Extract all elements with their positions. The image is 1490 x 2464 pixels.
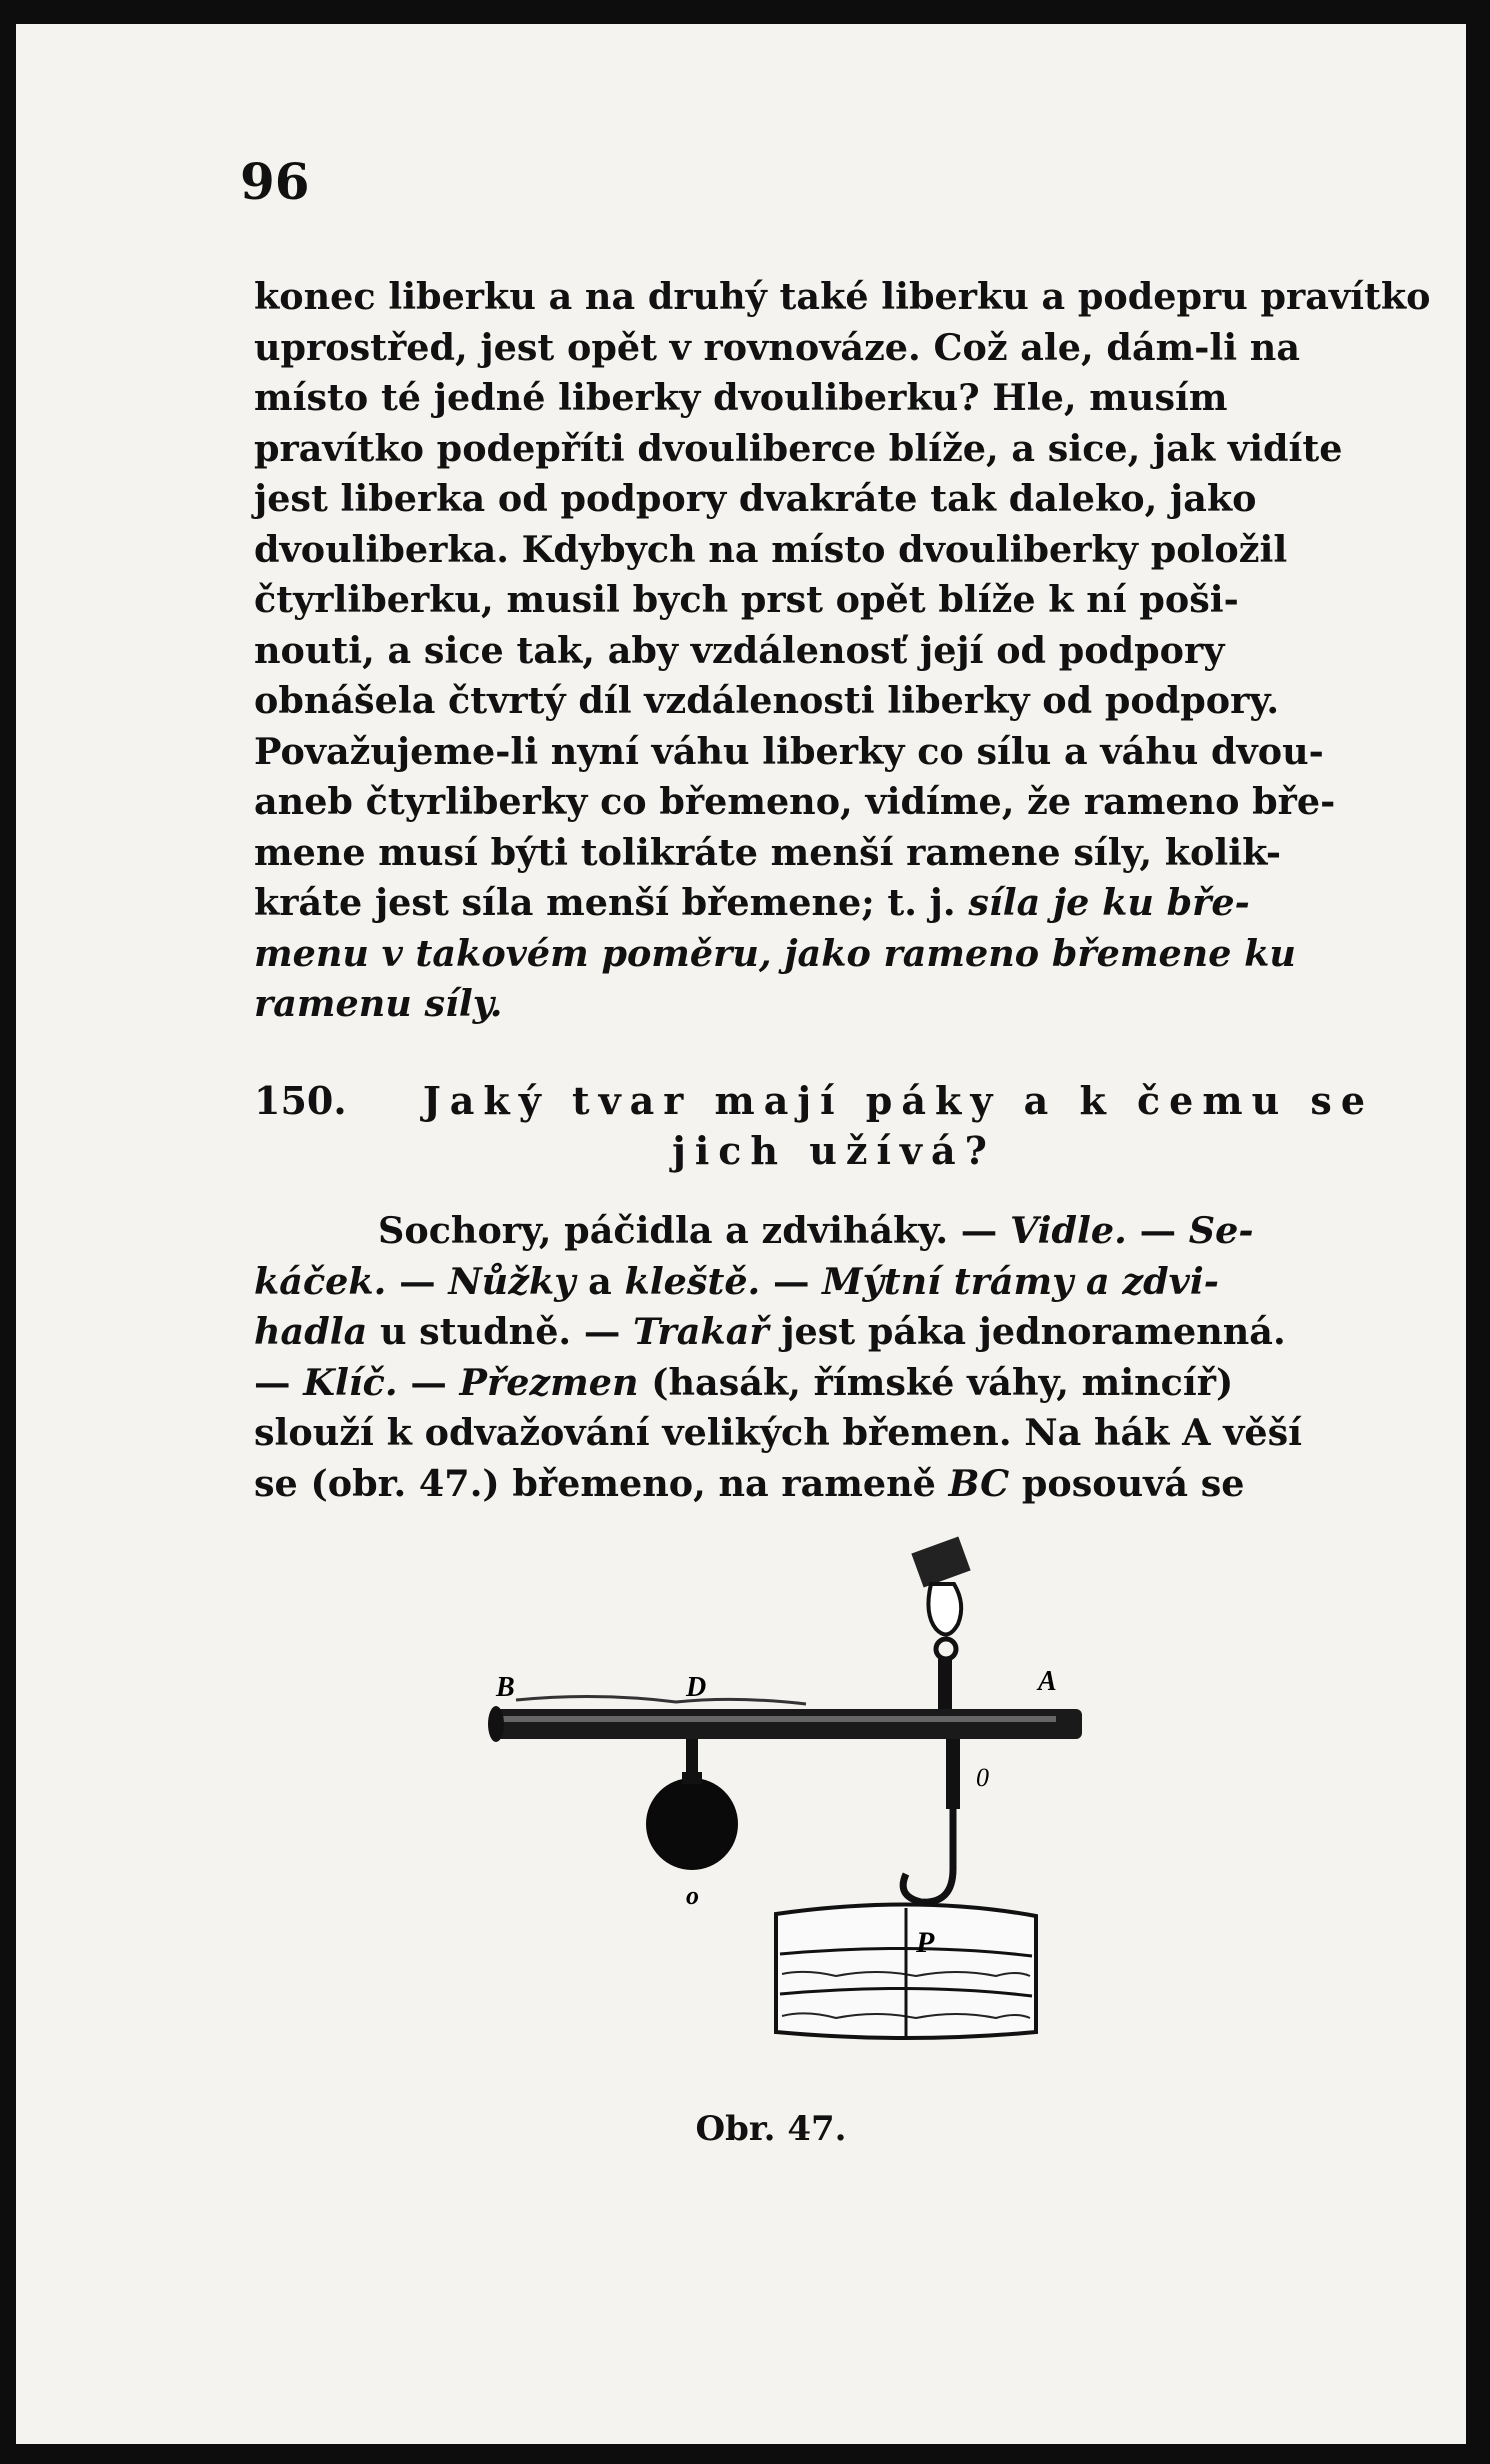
italic-segment: Klíč. — [303, 1360, 398, 1404]
italic-segment: kleště. — [624, 1259, 761, 1303]
text-segment: Sochory, páčidla a zdviháky. — — [378, 1209, 1010, 1252]
heading-line-2: jich užívá? — [672, 1128, 996, 1173]
text-segment: (hasák, římské váhy, mincíř) — [638, 1360, 1234, 1404]
text-segment: posouvá se — [1009, 1461, 1245, 1505]
italic-segment: síla je ku bře- — [968, 881, 1250, 924]
text-line — [254, 878, 1374, 929]
text-line: jest liberka od podpory dvakráte tak daleko, jako — [254, 477, 1257, 520]
text-segment: u studně. — — [367, 1310, 634, 1353]
text-line: pravítko podepříti dvouliberce blíže, a sice, jak vidíte — [254, 426, 1343, 470]
text-line: slouží k odvažování velikých břemen. Na hák A věší — [254, 1411, 1303, 1454]
italic-segment: hadla — [254, 1310, 368, 1353]
text-segment: — — [254, 1360, 304, 1404]
text-segment: — — [386, 1259, 449, 1303]
text-segment: jest páka jednoramenná. — [768, 1310, 1286, 1353]
text-line: mene musí býti tolikráte menší ramene síly, kolik- — [254, 830, 1282, 874]
section-number: 150. — [254, 1078, 347, 1123]
italic-segment: Nůžky — [448, 1259, 576, 1303]
text-line: dvouliberka. Kdybych na místo dvouliberky položil — [254, 527, 1288, 571]
text-line — [254, 979, 1374, 1030]
italic-segment: ramenu síly. — [254, 982, 503, 1025]
text-line: obnášela čtvrtý díl vzdálenosti liberky od podpory. — [254, 679, 1280, 722]
text-line: nouti, a sice tak, aby vzdálenosť její od podpory — [254, 628, 1225, 672]
text-segment: — — [1126, 1209, 1189, 1252]
label-a: A — [1038, 1666, 1057, 1697]
text-line: čtyrliberku, musil bych prst opět blíže k ní poši- — [254, 578, 1239, 621]
label-o-left: o — [686, 1881, 699, 1910]
label-b: B — [496, 1672, 515, 1703]
italic-segment: Trakař — [633, 1310, 769, 1353]
italic-segment: káček. — [254, 1259, 387, 1303]
text-line — [254, 1307, 1374, 1358]
figure-caption: Obr. 47. — [695, 2109, 847, 2149]
load-hook-icon — [903, 1739, 960, 1902]
text-line: Považujeme-li nyní váhu liberky co sílu a váhu dvou- — [254, 729, 1324, 773]
paragraph-1 — [254, 272, 1431, 1030]
text-line: aneb čtyrliberky co břemeno, vidíme, že rameno bře- — [254, 780, 1336, 823]
text-line: místo té jedné liberky dvouliberku? Hle, musím — [254, 376, 1228, 419]
steelyard-illustration — [476, 1524, 1136, 2164]
text-segment: kráte jest síla menší břemene; t. j. — [254, 881, 969, 924]
beam-icon — [488, 1696, 1082, 1742]
text-line — [254, 1257, 1374, 1308]
text-segment: a — [575, 1259, 625, 1303]
label-d: D — [686, 1672, 707, 1703]
sliding-weight-icon — [646, 1739, 738, 1870]
italic-segment: Mýtní trámy a zdvi- — [822, 1259, 1219, 1303]
italic-segment: Se- — [1188, 1209, 1254, 1252]
heading-line-1 — [254, 1076, 1374, 1126]
text-segment: — — [397, 1360, 460, 1404]
italic-segment: menu v takovém poměru, jako rameno břemene ku — [254, 931, 1296, 975]
bundle-load-icon — [776, 1904, 1036, 2038]
text-segment: — — [760, 1259, 823, 1303]
label-p: P — [916, 1926, 935, 1959]
text-line: konec liberku a na druhý také liberku a podepru pravítko — [254, 275, 1431, 318]
hanging-hook-icon — [911, 1537, 970, 1714]
paragraph-2 — [254, 1206, 1374, 1509]
text-segment: se (obr. 47.) břemeno, na rameně — [254, 1461, 949, 1505]
text-line — [254, 929, 1374, 980]
text-line: uprostřed, jest opět v rovnováze. Což ale, dám-li na — [254, 325, 1300, 369]
book-page — [16, 24, 1466, 2444]
label-o-right: 0 — [976, 1763, 989, 1792]
text-line — [254, 1206, 1374, 1257]
text-line — [254, 1358, 1374, 1409]
heading-text: Jaký tvar mají páky a k čemu se — [422, 1078, 1374, 1123]
italic-segment: BC — [948, 1461, 1010, 1505]
italic-segment: Vidle. — [1009, 1209, 1127, 1252]
page-number: 96 — [240, 152, 310, 211]
text-line — [254, 1459, 1374, 1510]
section-heading — [254, 1076, 1374, 1176]
italic-segment: Přezmen — [459, 1360, 639, 1404]
